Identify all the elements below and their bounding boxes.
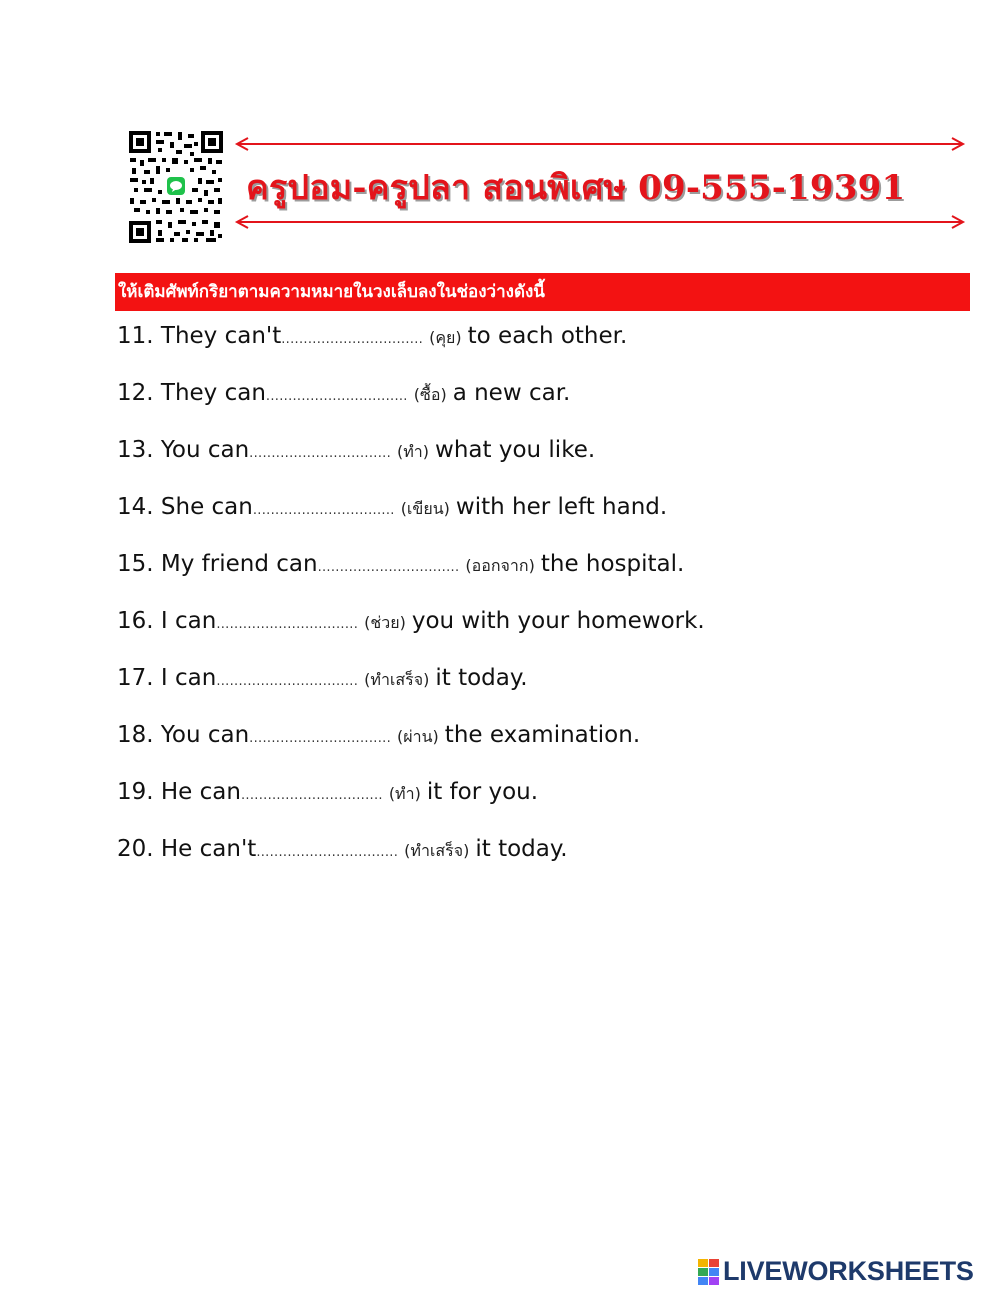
question-tail: it today. <box>475 836 568 862</box>
liveworksheets-logo <box>698 1256 974 1287</box>
question-lead: 11. They can't <box>117 323 282 349</box>
question-lead: 18. You can <box>117 722 250 748</box>
answer-blank[interactable]: ................................ <box>317 560 460 575</box>
double-arrow-top <box>234 136 966 150</box>
line-app-icon <box>165 175 187 197</box>
answer-blank[interactable]: ................................ <box>240 788 383 803</box>
question-item <box>117 722 977 779</box>
question-tail: you with your homework. <box>411 608 705 634</box>
question-tail: to each other. <box>467 323 628 349</box>
thai-hint: (ออกจาก) <box>465 556 535 575</box>
thai-hint: (เขียน) <box>400 499 450 518</box>
question-item <box>117 437 977 494</box>
question-lead: 20. He can't <box>117 836 257 862</box>
qr-code-icon <box>128 130 224 244</box>
question-tail: with her left hand. <box>455 494 668 520</box>
thai-hint: (ทำเสร็จ) <box>364 670 430 689</box>
instruction-bar <box>115 273 970 311</box>
question-list <box>117 323 977 893</box>
question-item <box>117 779 977 836</box>
thai-hint: (ซื้อ) <box>413 385 447 404</box>
question-tail: the hospital. <box>540 551 685 577</box>
question-item <box>117 665 977 722</box>
question-lead: 16. I can <box>117 608 217 634</box>
answer-blank[interactable]: ................................ <box>216 674 359 689</box>
thai-hint: (ทำ) <box>397 442 430 461</box>
answer-blank[interactable]: ................................ <box>216 617 359 632</box>
banner-title: ครูปอม-ครูปลา สอนพิเศษ 09-555-19391 <box>246 168 906 208</box>
thai-hint: (คุย) <box>429 328 462 347</box>
double-arrow-bottom <box>234 214 966 228</box>
answer-blank[interactable]: ................................ <box>249 446 392 461</box>
liveworksheets-brand: LIVEWORKSHEETS <box>723 1256 974 1286</box>
answer-blank[interactable]: ................................ <box>265 389 408 404</box>
question-lead: 13. You can <box>117 437 250 463</box>
question-lead: 12. They can <box>117 380 266 406</box>
answer-blank[interactable]: ................................ <box>252 503 395 518</box>
question-item <box>117 323 977 380</box>
question-lead: 14. She can <box>117 494 253 520</box>
question-lead: 19. He can <box>117 779 241 805</box>
question-tail: a new car. <box>452 380 571 406</box>
question-item <box>117 836 977 893</box>
question-tail: the examination. <box>444 722 641 748</box>
question-lead: 15. My friend can <box>117 551 318 577</box>
question-lead: 17. I can <box>117 665 217 691</box>
answer-blank[interactable]: ................................ <box>281 332 424 347</box>
question-tail: it for you. <box>426 779 539 805</box>
thai-hint: (ผ่าน) <box>397 727 439 746</box>
thai-hint: (ทำ) <box>388 784 421 803</box>
question-tail: it today. <box>435 665 528 691</box>
answer-blank[interactable]: ................................ <box>256 845 399 860</box>
question-item <box>117 380 977 437</box>
instruction-text: ให้เติมศัพท์กริยาตามความหมายในวงเล็บลงในช่องว่างดังนี้ <box>118 282 545 302</box>
question-item <box>117 551 977 608</box>
thai-hint: (ทำเสร็จ) <box>404 841 470 860</box>
thai-hint: (ช่วย) <box>364 613 406 632</box>
answer-blank[interactable]: ................................ <box>249 731 392 746</box>
question-item <box>117 608 977 665</box>
liveworksheets-logo-icon <box>698 1259 720 1285</box>
question-item <box>117 494 977 551</box>
question-tail: what you like. <box>435 437 596 463</box>
